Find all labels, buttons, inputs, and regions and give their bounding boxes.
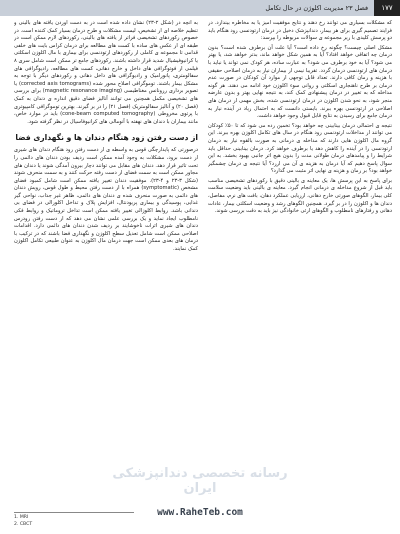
paragraph: مشکل اصلی چیست؟ چگونه رخ داده است؟ آیا علت آن برطرف شده است؟ بدون درمان چه اتفاقی خواهد افتاد؟ آیا به همین شکل خواهد ماند، بدتر خواهد شد، یا بهتر می شود؟ آیا به خود برطرف می شود؟ به عبارت ساده، هر کودک نمی تواند یا نباید با درمان های ارتودنسی درمان گردد. تقریبا نیمی از بیماران نیاز به درمان اصلاحی حقیقی با هزینه و زمان کافی دارند. تعداد قابل توجهی از موارد آن کودکان در صورت عدم درمان بر طرح ناهنجاری اسکلتی و روانی سوء اکلوژن خود ادامه می دهند. هر گونه مداخله که به تغییر در درمان پیشنهادی کمک کند، به نتیجه نهایی بهتر و بدون عارضه منجر شود، به نحو شدن اکلوژن در درمان ارتودنسی شده، بخش مهمی از درمان های اصلاحی در ارتودنسی بهره ببرند. بایستی دانست که به احتمال زیاد در آینده نیاز به درمان جامع برای رسیدن به نتایج قابل قبول وجود خواهد داشت. xyxy=(208,44,392,120)
paragraph: برای پاسخ به این پرسش ها، یک معاینه ی بالینی دقیق با رکوردهای تشخیصی مناسب باید قبل از شروع مداخله ی درمانی انجام گیرد. معاینه ی بالینی باید وضعیت سلامت کلی بیمار، الگوهای صورتی خارج دهانی، ارزیابی عملکرد دهان، بافت های نرم، مفاصل، دندان ها و اکلوژن را در بر گیرد. همچنین الگوهای رشد و وضعیت اسکلتی بیمار، عادات دهانی و رفتارهای نامطلوب و الگوهای ارثی خانوادگی نیز باید به دقت بررسی شوند. xyxy=(208,177,392,215)
section-heading: از دست رفتن زود هنگام دندان ها و نگهداری فضا xyxy=(15,133,198,143)
paragraph: درصورتی که پایدارچگی قوس به واسطه ی از دست رفتن زود هنگام دندان های شیری از دست برود، مشکلات به وجود آمده ممکن است ردیف بودن دندان های دائمی را تحت تاثیر قرار دهد. دندان های مقابل می توانند دچار بیرون آمدگی شوند یا دندان های مجاور ممکن است به سمت فضای از دست رفته حرکت کنند و به سمت منحرف شوند (شکل ۳-۲۳ و ۴-۲۳). موفقیت دندان تغییر یافته ممکن است شامل کمبود فضای مشخص (symptomatic) همراه با از دست رفتن محیط و طول قوس، رویش دندان های دائمی به صورت منحرف شده ی دندان های دائمی، ظاهر غیر جذاب، نواحی گیر غذایی، پوسیدگی و بیماری پریودنتال، افزایش پلاک و تداخل اکلوزالی در فضای بی دندانی باشد. روابط اکلوژالی تغییر یافته ممکن است تداخل تروماتیک و روابط فکی نامطلوب ایجاد نماید و یک بررسی علمی نشان می دهد که از دست رفتن زودرس دندان های شیری اثرات ناخوشایند بر ردیف شدن دندان های دائمی دارد. اقدامات اصلاحی ممکن است شامل تعدیل سطح اکلوژن و نگهداری فضا باشند که در ترکیب با درمان های بعدی ممکن است جهت درمان مال اکلوژن به عنوان طبیعی تکامل اکلوژن کمک نمایند. xyxy=(14,147,198,253)
footnote: 2. CBCT xyxy=(14,521,33,527)
watermark-text: رسانه تخصصی دندانپزشکی ایران xyxy=(112,466,288,496)
page-header xyxy=(0,0,400,16)
right-column xyxy=(208,20,392,507)
paragraph: نتیجه ی احتمالی درمان بینابینی چه خواهد بود؟ تخمین زده می شود که تا ۵۰٪ کودکان می توانند از مداخلات ارتودنسی زود هنگام در سال های تکامل اکلوژن بهره ببرند. این گروه مال اکلوژن هایی دارند که مداخله ی درمانی به صورت بالقوه نیاز به درمان ارتودنسی را در آینده را کاهش دهد یا برطرف خواهد کرد. درمان بینابینی حداقل باید شرایط را و پیامدهای درمان طولانی مدت را بدون هیچ اثر جانبی بهبود بخشد. به این سوال پاسخ دهیم که آیا درمان به هزینه ی آن می ارزد؟ آیا نتیجه ی درمان چشمگیر خواهد بود؟ بر زمان و هزینه ی نهایی اثر مثبت می گذارد؟ xyxy=(208,122,392,175)
footnote: 1. MRI xyxy=(14,515,29,520)
page-number: ۱۷۷ xyxy=(374,0,400,16)
paragraph: به آنچه در (شکل ۲-۲۳) نشان داده شده است در به دست آوردن یافته های بالینی و تنظیم خلاصه ای از تشخیص، لیست مشکلات و طرح درمان بسیار کمک کننده است. در خصوص رکوردهای تشخیصی فراتر از یافته های بالینی، رکوردهای لازم ممکن است در طبقه ای از عکس های ساده با کست های مطالعه برای درمان کراس بایت های خلفی قدامی تا مجموعه ی کاملی از رکوردهای ارتودنسی برای بیماری با مال اکلوژن اسکلتی یا کرانیوفیشیال شدید قرار داشته باشند. رکوردهای جامع تر ممکن است شامل سری ۸ فیلمی از فوتوگرافی های داخل و خارج دهانی، کست های مطالعه، رادیوگرافی های سفالومتری، پانورامیک و رادیوگرافی های داخل دهانی و رکوردهای دیگر با توجه به مشکل بیمار باشند. توموگرافی اصلاح محور شده (corrected axis tomograms) یا تصویر برداری رزونانس مغناطیسی (magnetic resonance imaging) برای بررسی های تشخیصی مکمل همچنین می توانند آنالیز فضای دقیق اندازه ی دندان به کمک (فصل ۲۰) و آنالیز سفالومتریک (فصل ۲۱) را در بر گیرند. بهترین توموگرافی کامپیوتری با پرتوی مخروطی (cone-beam computed tomography) باید در موارد خاص، مانند بیماران با دندان های نهفته با آنومالی های کرانیوفاسیال در نظر گرفته شود. xyxy=(14,20,198,125)
paragraph: که مشکلات بسیاری می توانند رخ دهند و نتایج موفقیت آمیز یا به مخاطره بیندازد. در فرایند تصمیم گیری برای هر بیمار، دندانپزشک دخیل در درمان ارتودنسی زود هنگام باید دو پرسش کلیدی با زیر مجموعه ی سوالات مربوطه را بپرسد: xyxy=(208,20,392,42)
left-column xyxy=(14,20,198,507)
site-watermark-url: www.RaheTeb.com xyxy=(157,507,243,518)
chapter-title: فصل ۲۳ مدیریت اکلوژن در حال تکامل xyxy=(265,4,368,12)
